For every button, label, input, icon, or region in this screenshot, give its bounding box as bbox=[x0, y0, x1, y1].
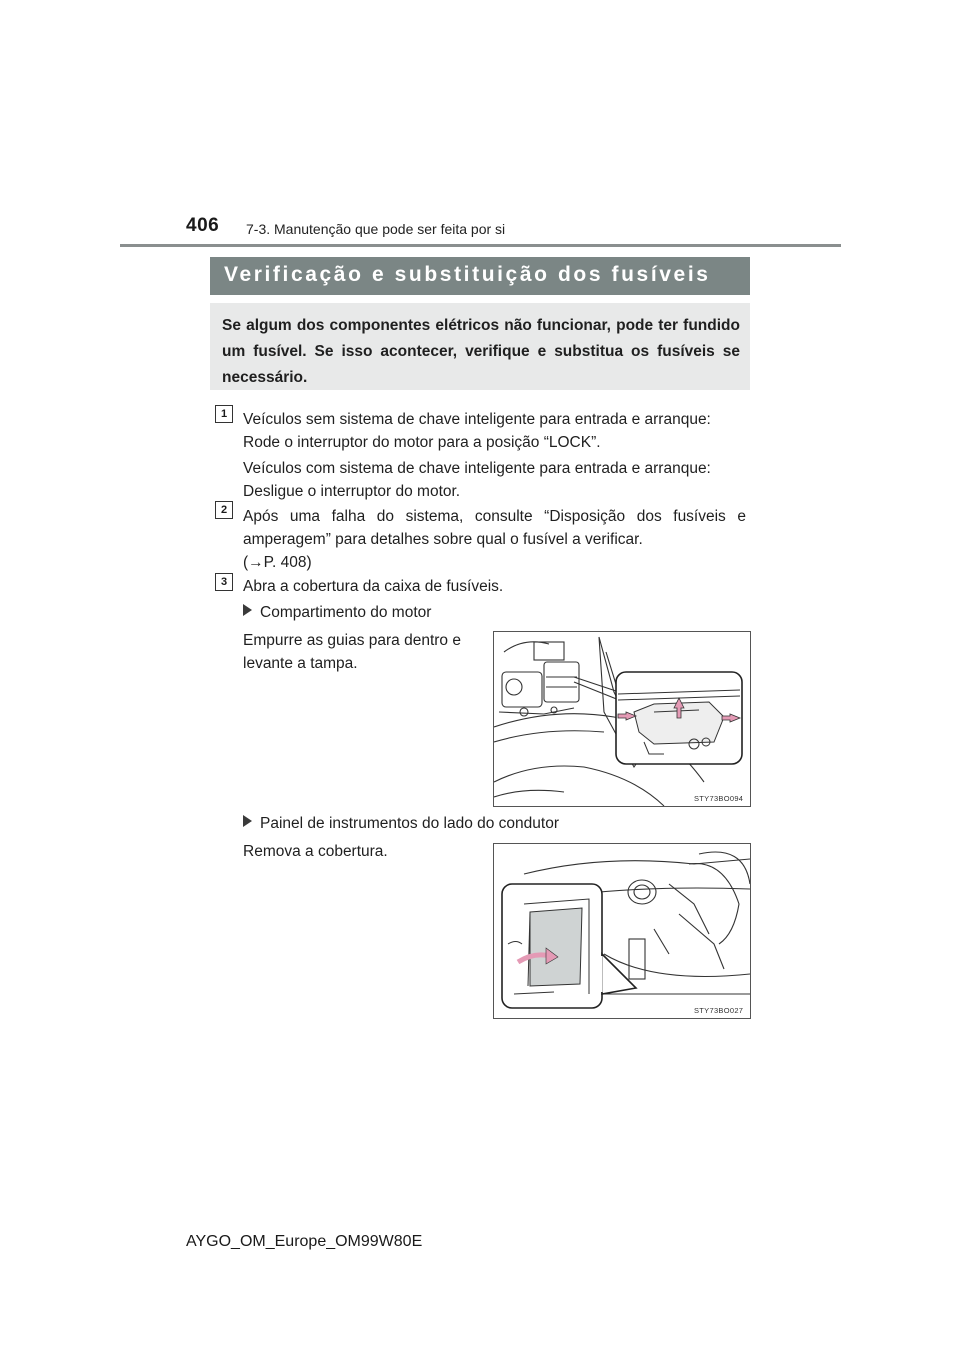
step1-line3: Veículos com sistema de chave inteligente para entrada e arranque: bbox=[243, 460, 711, 477]
header-rule bbox=[120, 244, 841, 247]
page-title: Verificação e substituição dos fusíveis bbox=[224, 263, 711, 286]
figure-code-1: STY73BO094 bbox=[694, 794, 744, 803]
figure-code-2: STY73BO027 bbox=[694, 1006, 744, 1015]
section-heading: 7-3. Manutenção que pode ser feita por si bbox=[246, 221, 506, 237]
step1-line2: Rode o interruptor do motor para a posição “LOCK”. bbox=[243, 434, 601, 451]
sub-item-engine bbox=[243, 601, 431, 624]
sub-item-dashboard-label: Painel de instrumentos do lado do condutor bbox=[260, 815, 560, 832]
figure-engine-compartment bbox=[493, 631, 751, 807]
step2-text: Após uma falha do sistema, consulte “Disposição dos fusíveis e amperagem” para detalhes sobre qual o fusível a verificar. bbox=[243, 508, 746, 548]
step1-line4: Desligue o interruptor do motor. bbox=[243, 483, 461, 500]
step-badge-3: 3 bbox=[215, 573, 233, 591]
bullet-arrow-icon bbox=[243, 815, 252, 827]
sub-item-engine-instruction: Empurre as guias para dentro e levante a tampa. bbox=[243, 632, 461, 672]
footer-document-code: AYGO_OM_Europe_OM99W80E bbox=[186, 1233, 423, 1250]
sub-item-engine-label: Compartimento do motor bbox=[260, 604, 432, 621]
step1-line1: Veículos sem sistema de chave inteligente para entrada e arranque: bbox=[243, 411, 711, 428]
ref-open-paren: ( bbox=[243, 554, 249, 571]
ref-page: P. 408) bbox=[263, 554, 312, 571]
engine-compartment-illustration bbox=[494, 632, 750, 806]
step2-reference bbox=[243, 551, 312, 574]
sub-item-dashboard-instruction: Remova a cobertura. bbox=[243, 843, 388, 860]
page-number: 406 bbox=[186, 215, 220, 236]
step3-text: Abra a cobertura da caixa de fusíveis. bbox=[243, 578, 504, 595]
ref-arrow-symbol: → bbox=[248, 554, 264, 571]
sub-item-dashboard bbox=[243, 812, 559, 835]
step-badge-1: 1 bbox=[215, 405, 233, 423]
bullet-arrow-icon bbox=[243, 604, 252, 616]
intro-text: Se algum dos componentes elétricos não funcionar, pode ter fundido um fusível. Se isso acontecer, verifique e substitua os fusíveis se necessário. bbox=[222, 317, 740, 386]
dashboard-illustration bbox=[494, 844, 750, 1018]
figure-dashboard bbox=[493, 843, 751, 1019]
step-badge-2: 2 bbox=[215, 501, 233, 519]
